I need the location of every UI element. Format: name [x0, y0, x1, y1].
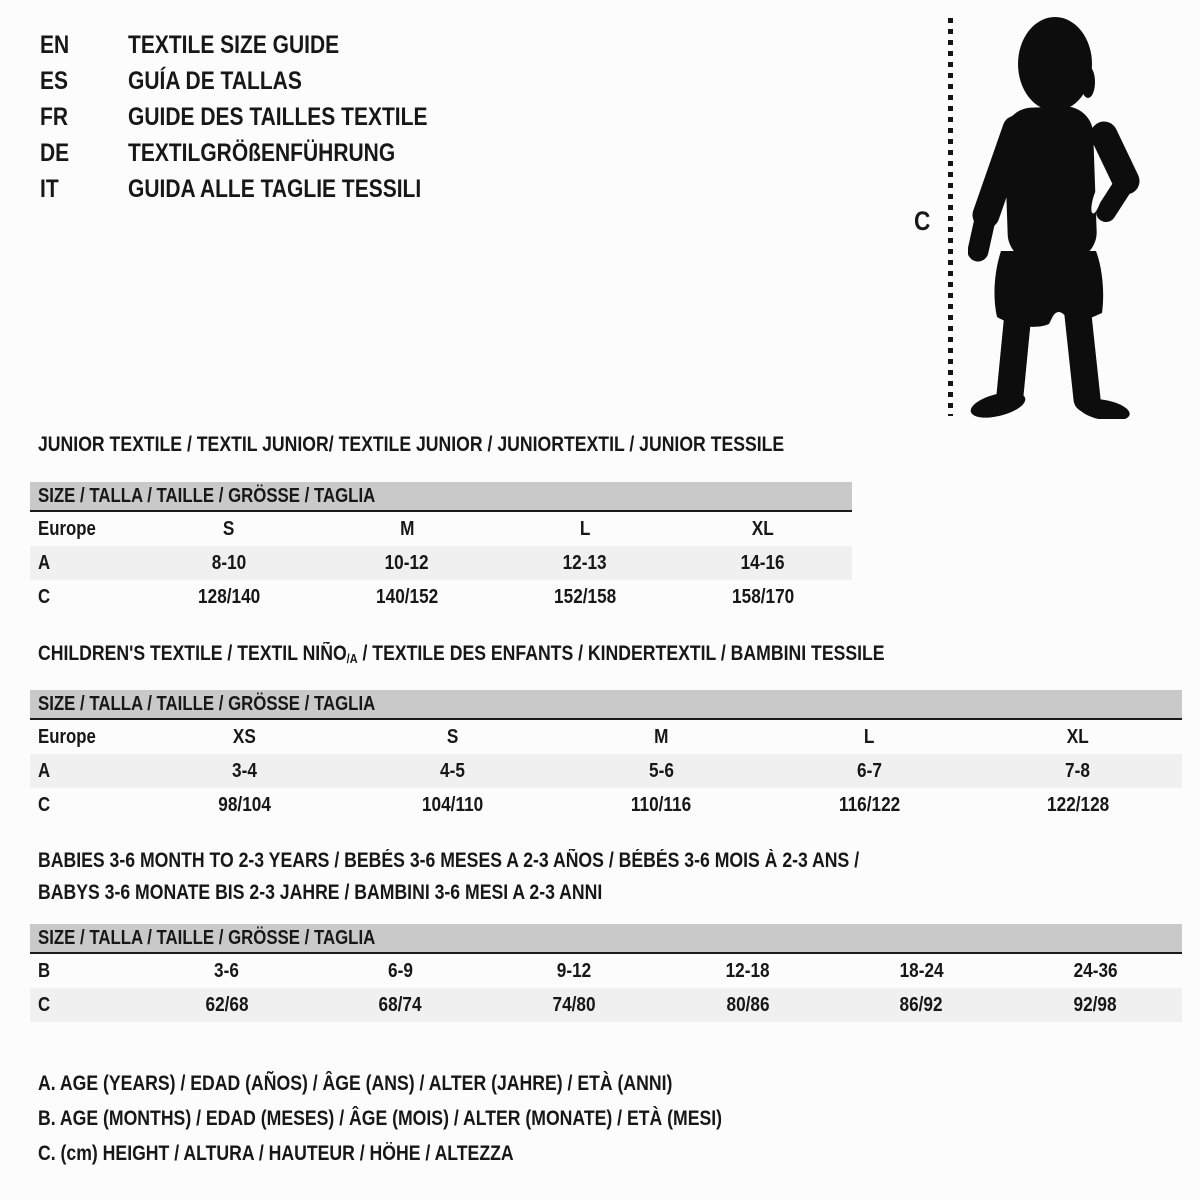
- height-cell: 140/152: [375, 586, 439, 608]
- months-cell: 24-36: [1073, 960, 1118, 982]
- table-row-age: [30, 754, 1182, 788]
- legend-line-b: B. AGE (MONTHS) / EDAD (MESES) / ÂGE (MOIS) / ALTER (MONATE) / ETÀ (MESI): [38, 1107, 723, 1130]
- language-title: GUIDE DES TAILLES TEXTILE: [128, 103, 428, 131]
- row-label: C: [38, 994, 51, 1016]
- height-cell: 122/128: [1046, 794, 1109, 816]
- measurement-legend: [38, 1066, 852, 1171]
- table-row-europe: [30, 720, 1182, 754]
- height-cell: 110/116: [630, 794, 692, 816]
- size-cell: S: [446, 726, 459, 748]
- height-dashed-line: [948, 18, 953, 416]
- age-cell: 6-7: [856, 760, 882, 782]
- size-cell: M: [653, 726, 669, 748]
- junior-size-table: [30, 482, 852, 614]
- row-label: B: [38, 960, 51, 982]
- age-cell: 3-4: [231, 760, 257, 782]
- months-cell: 9-12: [556, 960, 592, 982]
- height-cell: 152/158: [553, 586, 617, 608]
- table-row-height: [30, 988, 1182, 1022]
- size-header-band: SIZE / TALLA / TAILLE / GRÖSSE / TAGLIA: [30, 482, 852, 512]
- language-title: TEXTILGRÖßENFÜHRUNG: [128, 139, 396, 167]
- row-label: Europe: [38, 518, 96, 540]
- size-cell: L: [579, 518, 591, 540]
- row-label: A: [38, 760, 51, 782]
- months-cell: 18-24: [899, 960, 944, 982]
- table-row-europe: [30, 512, 852, 546]
- language-title: GUÍA DE TALLAS: [128, 67, 302, 95]
- table-row-months: [30, 954, 1182, 988]
- months-cell: 3-6: [214, 960, 240, 982]
- size-cell: M: [399, 518, 415, 540]
- children-size-table: [30, 690, 1182, 822]
- language-row: [40, 63, 485, 99]
- age-cell: 10-12: [385, 552, 429, 574]
- language-row: [40, 27, 485, 63]
- size-cell: XS: [232, 726, 256, 748]
- language-row: [40, 99, 485, 135]
- language-title: GUIDA ALLE TAGLIE TESSILI: [128, 175, 422, 203]
- height-cell: 128/140: [197, 586, 261, 608]
- height-cell: 98/104: [217, 794, 271, 816]
- language-code: EN: [40, 31, 70, 59]
- height-cell: 86/92: [899, 994, 944, 1016]
- height-measure-label: C: [914, 206, 931, 236]
- height-cell: 158/170: [731, 586, 795, 608]
- size-cell: XL: [1066, 726, 1089, 748]
- age-cell: 8-10: [211, 552, 247, 574]
- legend-line-a: A. AGE (YEARS) / EDAD (AÑOS) / ÂGE (ANS) / ALTER (JAHRE) / ETÀ (ANNI): [38, 1072, 673, 1095]
- language-row: [40, 171, 485, 207]
- table-row-age: [30, 546, 852, 580]
- height-cell: 80/86: [726, 994, 770, 1016]
- language-code: FR: [40, 103, 68, 131]
- months-cell: 12-18: [725, 960, 770, 982]
- height-cell: 116/122: [838, 794, 901, 816]
- age-cell: 12-13: [563, 552, 607, 574]
- height-cell: 68/74: [378, 994, 423, 1016]
- height-cell: 74/80: [552, 994, 596, 1016]
- months-cell: 6-9: [388, 960, 413, 982]
- junior-section-title: JUNIOR TEXTILE / TEXTIL JUNIOR/ TEXTILE JUNIOR / JUNIORTEXTIL / JUNIOR TESSILE: [38, 433, 785, 456]
- table-row-height: [30, 580, 852, 614]
- babies-section-title: BABIES 3-6 MONTH TO 2-3 YEARS / BEBÉS 3-6 MESES A 2-3 AÑOS / BÉBÉS 3-6 MOIS À 2-3 ANS / BABYS 3-6 MONATE BIS 2-3 JAHRE / BAMBINI 3-6 MESI A 2-3 ANNI: [38, 849, 860, 904]
- size-cell: S: [223, 518, 235, 540]
- height-cell: 62/68: [205, 994, 249, 1016]
- row-label: A: [38, 552, 51, 574]
- language-title-list: [40, 27, 485, 207]
- row-label: C: [38, 586, 51, 608]
- size-header-band: SIZE / TALLA / TAILLE / GRÖSSE / TAGLIA: [30, 924, 1182, 954]
- nino-a-subscript: /A: [346, 651, 358, 666]
- language-code: DE: [40, 139, 70, 167]
- size-cell: XL: [752, 518, 774, 540]
- height-cell: 92/98: [1073, 994, 1117, 1016]
- children-section-title: CHILDREN'S TEXTILE / TEXTIL NIÑO/A / TEXTILE DES ENFANTS / KINDERTEXTIL / BAMBINI TESSILE: [38, 642, 885, 666]
- age-cell: 4-5: [440, 760, 466, 782]
- size-cell: L: [864, 726, 875, 748]
- row-label: C: [38, 794, 51, 816]
- age-cell: 5-6: [648, 760, 674, 782]
- toddler-silhouette-icon: [968, 15, 1140, 419]
- language-title: TEXTILE SIZE GUIDE: [128, 31, 340, 59]
- language-code: ES: [40, 67, 69, 95]
- table-row-height: [30, 788, 1182, 822]
- row-label: Europe: [38, 726, 96, 748]
- legend-line-c: C. (cm) HEIGHT / ALTURA / HAUTEUR / HÖHE / ALTEZZA: [38, 1142, 514, 1165]
- age-cell: 7-8: [1065, 760, 1091, 782]
- babies-size-table: [30, 924, 1182, 1022]
- size-header-band: SIZE / TALLA / TAILLE / GRÖSSE / TAGLIA: [30, 690, 1182, 720]
- language-code: IT: [40, 175, 59, 203]
- age-cell: 14-16: [741, 552, 785, 574]
- height-cell: 104/110: [421, 794, 484, 816]
- language-row: [40, 135, 485, 171]
